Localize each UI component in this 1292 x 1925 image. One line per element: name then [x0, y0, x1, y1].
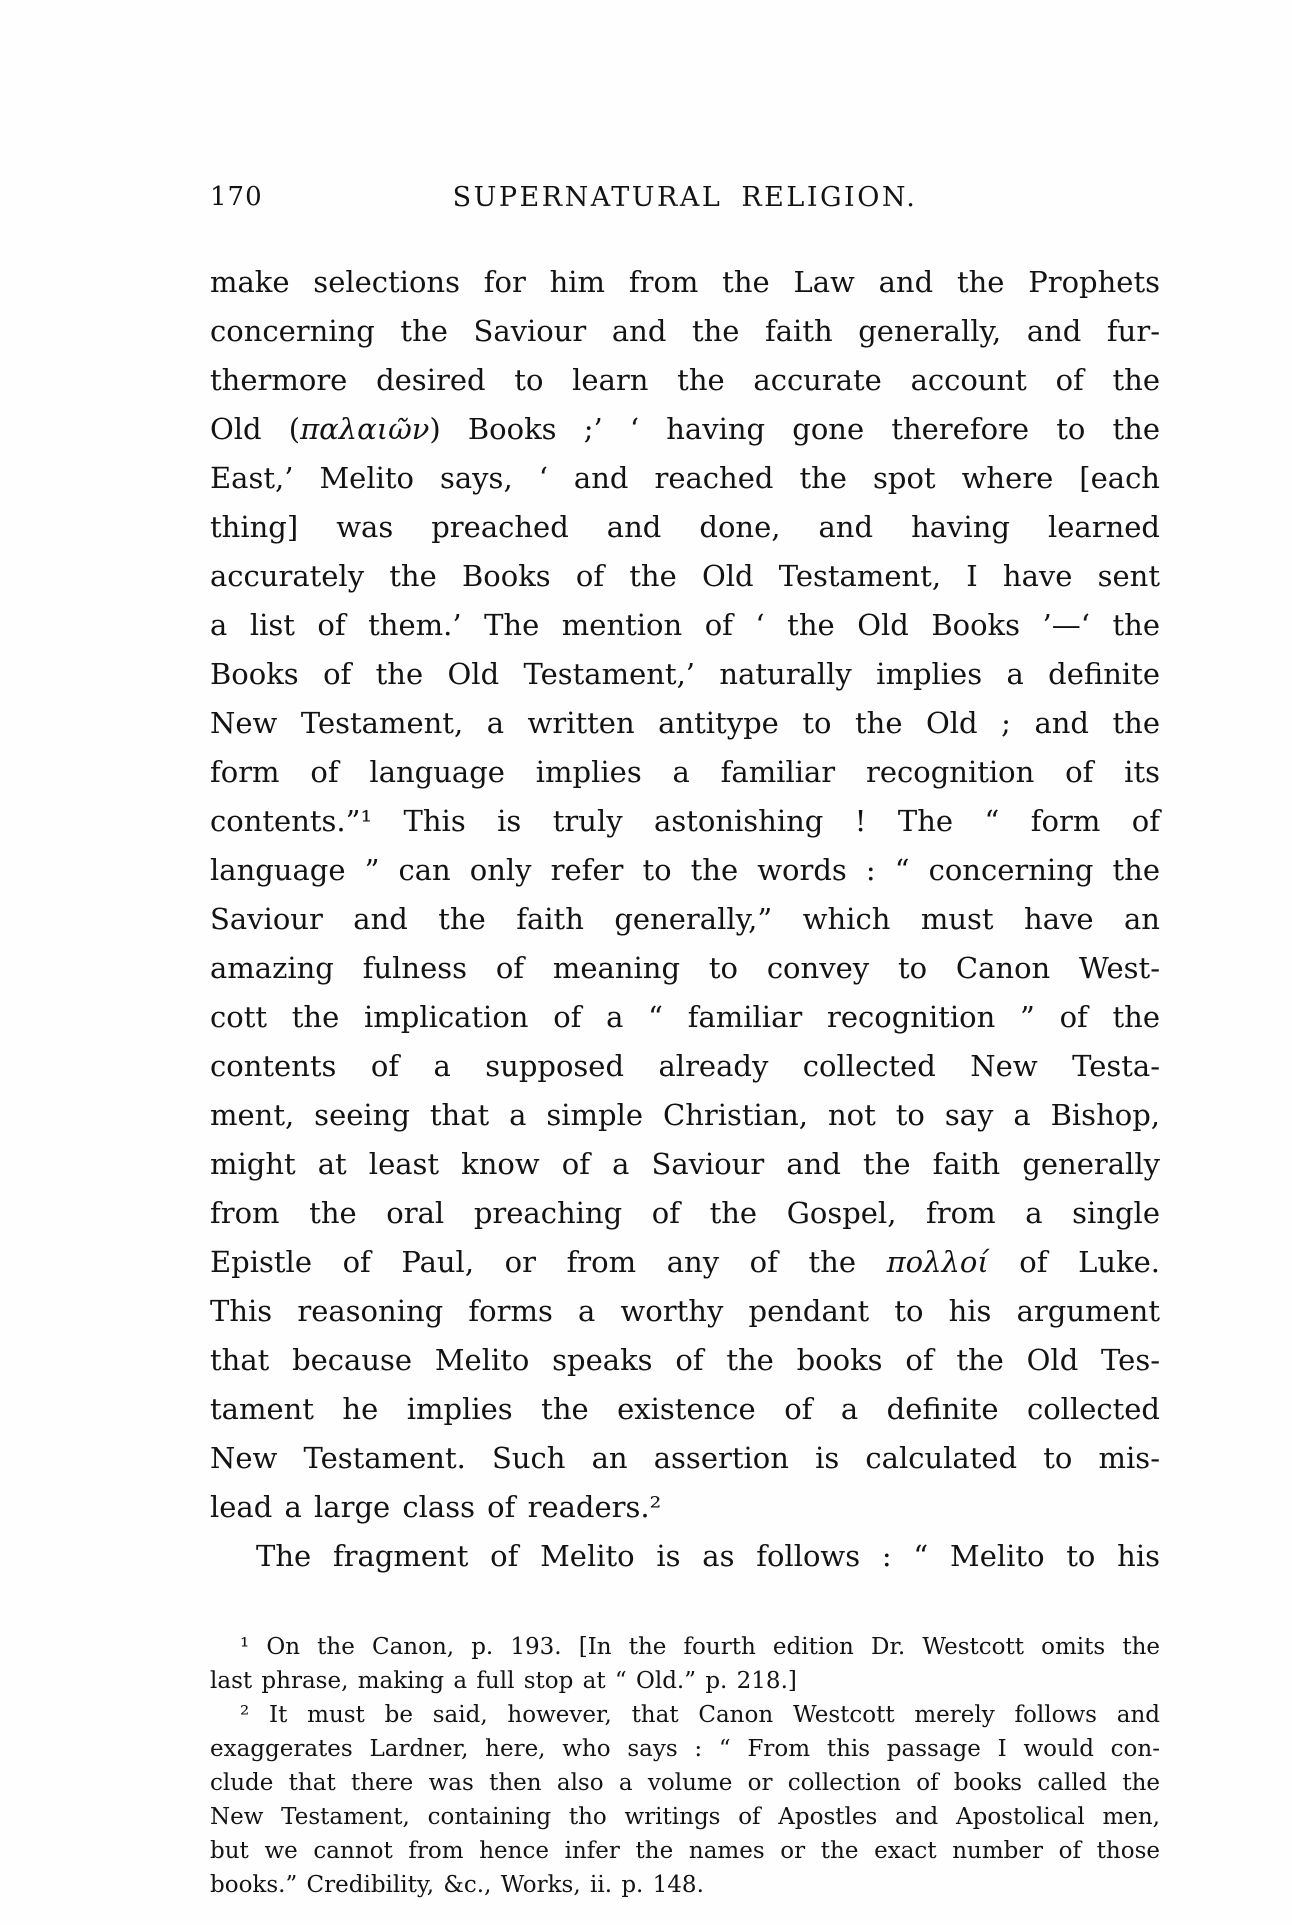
page-number: 170: [210, 182, 263, 212]
running-title: SUPERNATURAL RELIGION.: [452, 182, 918, 213]
paragraph-1: [210, 258, 1160, 1532]
text-line: a list of them.’ The mention of ‘ the Old Books ’—‘ the: [210, 608, 1160, 642]
text-line: that because Melito speaks of the books of the Old Tes-: [210, 1343, 1160, 1377]
text-line: might at least know of a Saviour and the faith generally: [210, 1147, 1160, 1181]
text-line: New Testament. Such an assertion is calculated to mis-: [210, 1441, 1160, 1475]
text-line: East,’ Melito says, ‘ and reached the spot where [each: [210, 461, 1160, 495]
text-line: thing] was preached and done, and having learned: [210, 510, 1160, 544]
footnote-2: [210, 1698, 1160, 1902]
text-line: amazing fulness of meaning to convey to Canon West-: [210, 951, 1160, 985]
footnote-1: [210, 1630, 1160, 1698]
text-line: language ” can only refer to the words : “ concerning the: [210, 853, 1160, 887]
text-line: ment, seeing that a simple Christian, not to say a Bishop,: [210, 1098, 1160, 1132]
text-line: cott the implication of a “ familiar recognition ” of the: [210, 1000, 1160, 1034]
text-line: contents of a supposed already collected New Testa-: [210, 1049, 1160, 1083]
text-line: concerning the Saviour and the faith generally, and fur-: [210, 314, 1160, 348]
footnotes: [210, 1630, 1160, 1902]
page-header: [210, 182, 1160, 216]
body-text: [210, 258, 1160, 1581]
text-line: lead a large class of readers.²: [210, 1490, 662, 1524]
text-line: but we cannot from hence infer the names or the exact number of those: [210, 1838, 1160, 1864]
text-line: New Testament, a written antitype to the Old ; and the: [210, 706, 1160, 740]
text-line: New Testament, containing tho writings of Apostles and Apostolical men,: [210, 1804, 1160, 1830]
text-line: from the oral preaching of the Gospel, from a single: [210, 1196, 1160, 1230]
text-line: Books of the Old Testament,’ naturally implies a definite: [210, 657, 1160, 691]
text-line: ¹ On the Canon, p. 193. [In the fourth edition Dr. Westcott omits the: [240, 1634, 1160, 1660]
text-line: make selections for him from the Law and the Prophets: [210, 265, 1160, 299]
text-line: This reasoning forms a worthy pendant to his argument: [210, 1294, 1160, 1328]
text-line: accurately the Books of the Old Testament, I have sent: [210, 559, 1160, 593]
paragraph-2: [210, 1532, 1160, 1581]
text-line: Saviour and the faith generally,” which must have an: [210, 902, 1160, 936]
text-line: clude that there was then also a volume or collection of books called the: [210, 1770, 1160, 1796]
text-line: form of language implies a familiar recognition of its: [210, 755, 1160, 789]
text-line: Old (παλαιῶν) Books ;’ ‘ having gone therefore to the: [210, 412, 1160, 446]
text-line: ² It must be said, however, that Canon Westcott merely follows and: [240, 1702, 1160, 1728]
text-line: Epistle of Paul, or from any of the πολλοί of Luke.: [210, 1245, 1160, 1279]
text-line: books.” Credibility, &c., Works, ii. p. 148.: [210, 1872, 704, 1898]
text-line: The fragment of Melito is as follows : “ Melito to his: [256, 1539, 1160, 1573]
text-line: contents.”¹ This is truly astonishing ! The “ form of: [210, 804, 1160, 838]
text-line: last phrase, making a full stop at “ Old.” p. 218.]: [210, 1668, 797, 1694]
text-line: exaggerates Lardner, here, who says : “ From this passage I would con-: [210, 1736, 1160, 1762]
text-line: thermore desired to learn the accurate account of the: [210, 363, 1160, 397]
text-line: tament he implies the existence of a definite collected: [210, 1392, 1160, 1426]
